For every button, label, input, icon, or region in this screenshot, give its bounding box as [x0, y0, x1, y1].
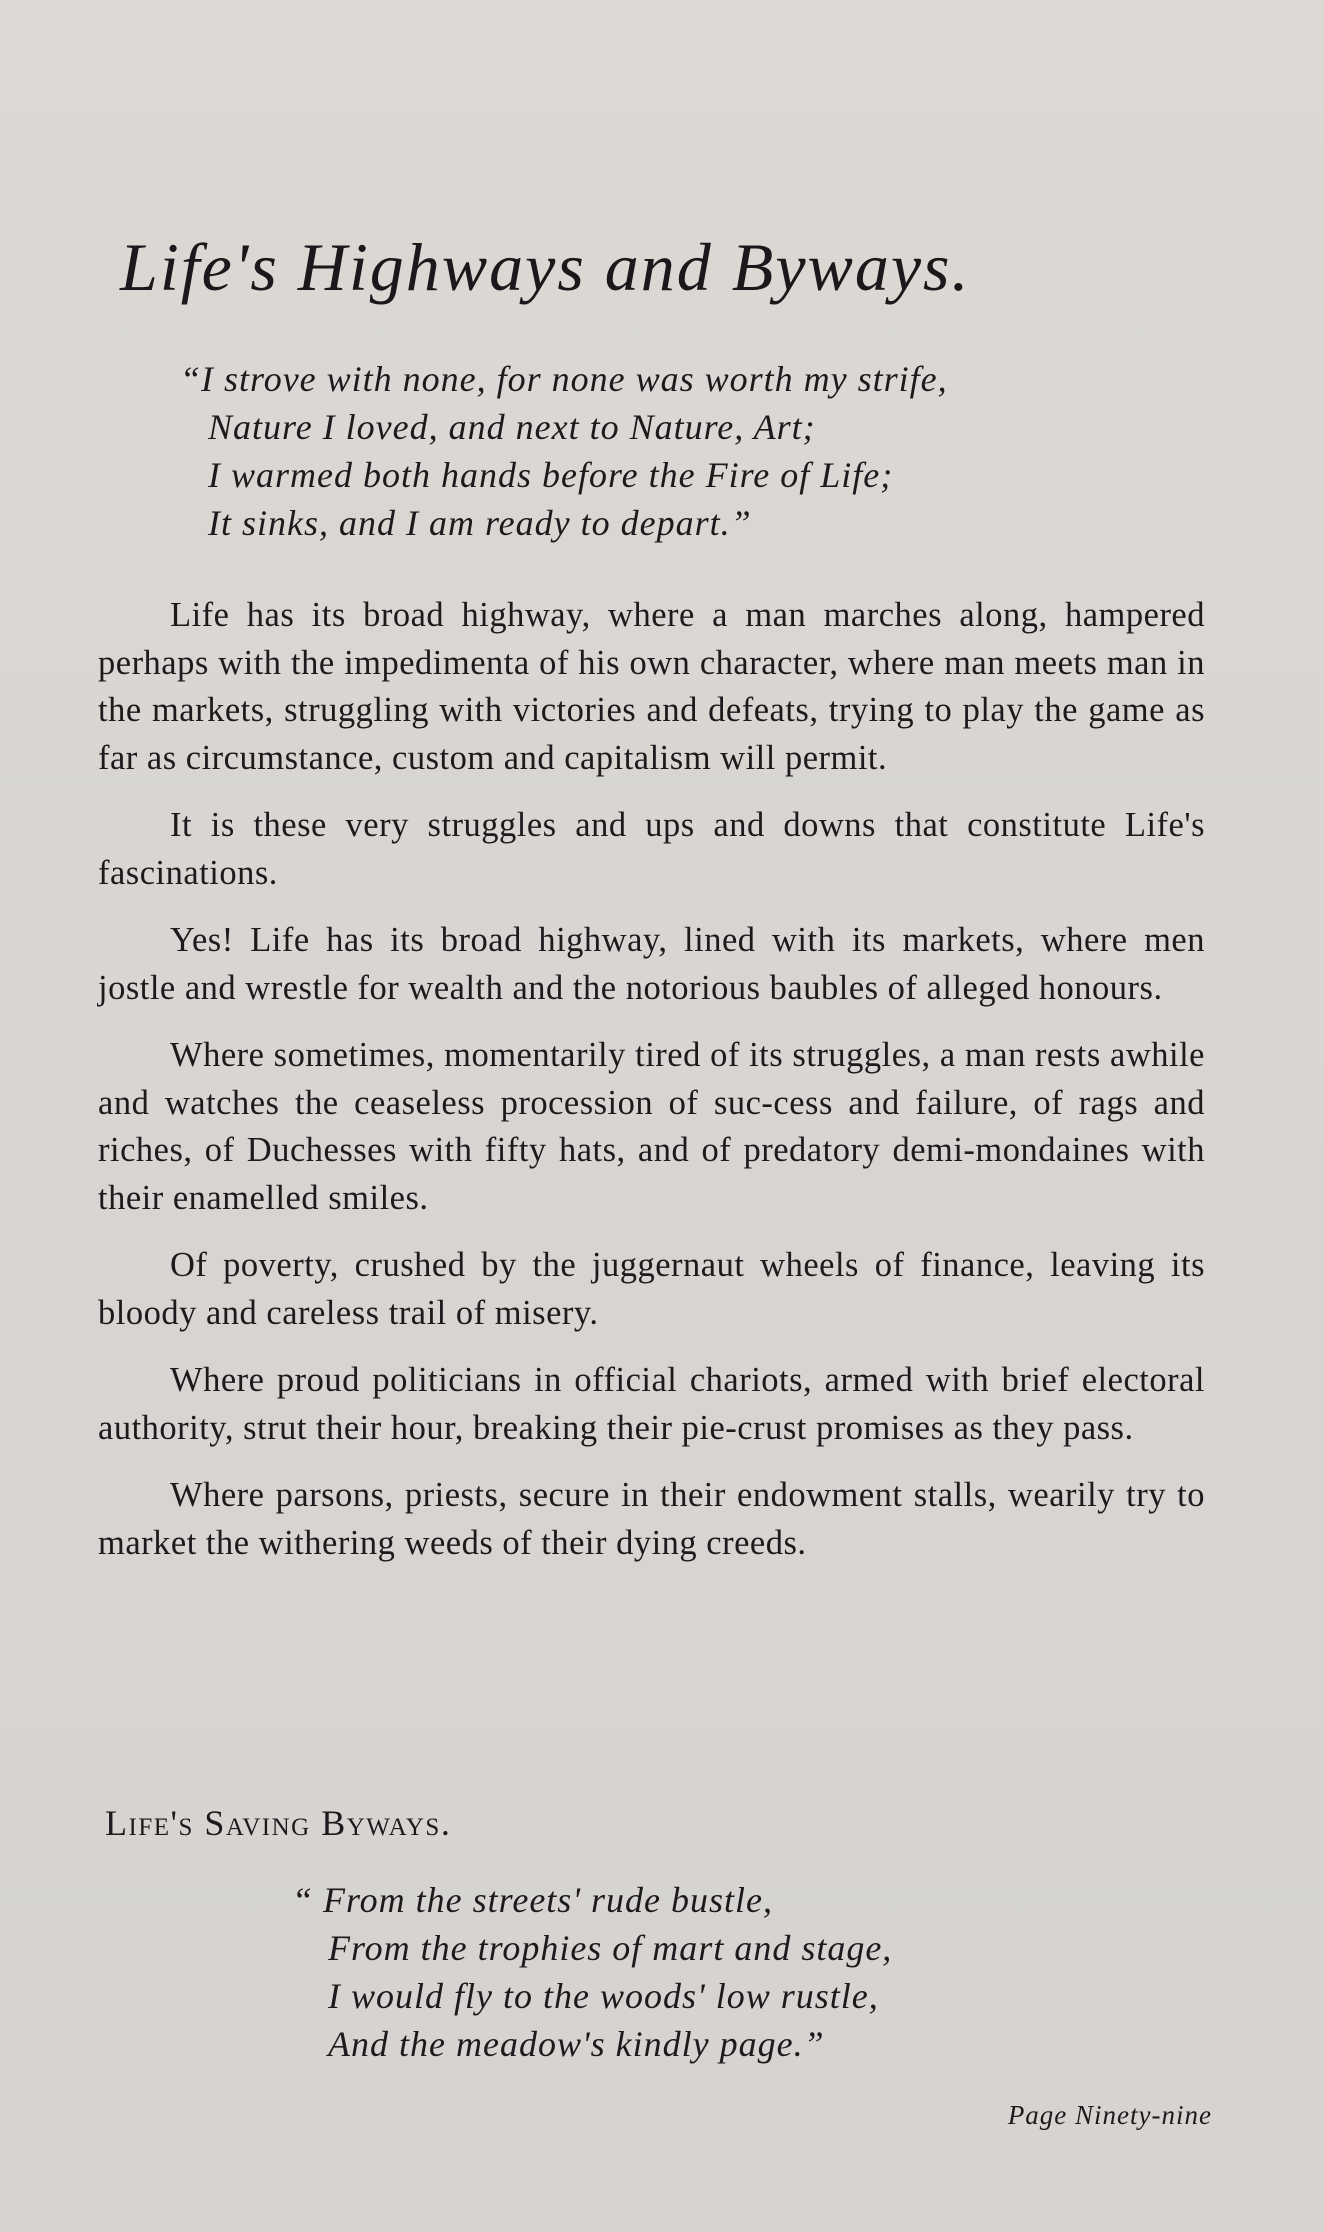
- paragraph: Life has its broad highway, where a man marches along, hampered perhaps with the impedimenta of his own character, where man meets man in the markets, struggling with victories and defeats, trying to play the game as far as circumstance, custom and capitalism will permit.: [98, 596, 1205, 777]
- closing-verse: [292, 1876, 892, 2068]
- verse-line: Nature I loved, and next to Nature, Art;: [208, 407, 816, 447]
- verse-line: “ From the streets' rude bustle,: [292, 1880, 773, 1920]
- verse-line: I warmed both hands before the Fire of Life;: [208, 455, 894, 495]
- verse-line: “I strove with none, for none was worth my strife,: [180, 359, 948, 399]
- paragraph: Where sometimes, momentarily tired of its struggles, a man rests awhile and watches the ceaseless procession of suc-cess and failure, of rags and riches, of Duchesses with fifty hats, and of predatory demi-mondaines with their enamelled smiles.: [98, 1036, 1205, 1217]
- paragraph: Yes! Life has its broad highway, lined with its markets, where men jostle and wrestle for wealth and the notorious baubles of alleged honours.: [98, 921, 1205, 1007]
- verse-line: I would fly to the woods' low rustle,: [328, 1976, 879, 2016]
- verse-line: From the trophies of mart and stage,: [328, 1928, 893, 1968]
- paragraph: Where parsons, priests, secure in their endowment stalls, wearily try to market the withering weeds of their dying creeds.: [98, 1476, 1205, 1562]
- paragraph: Of poverty, crushed by the juggernaut wheels of finance, leaving its bloody and careless trail of misery.: [98, 1246, 1205, 1332]
- body-text: [98, 592, 1205, 1587]
- epigraph-verse: [180, 355, 948, 547]
- paragraph: Where proud politicians in official chariots, armed with brief electoral authority, strut their hour, breaking their pie-crust promises as they pass.: [98, 1361, 1205, 1447]
- page-title: Life's Highways and Byways.: [120, 229, 971, 305]
- section-heading: Life's Saving Byways.: [105, 1803, 452, 1843]
- page-number: Page Ninety-nine: [1007, 2100, 1212, 2130]
- verse-line: And the meadow's kindly page.”: [328, 2024, 825, 2064]
- paragraph: It is these very struggles and ups and downs that constitute Life's fascinations.: [98, 806, 1205, 892]
- verse-line: It sinks, and I am ready to depart.”: [208, 503, 752, 543]
